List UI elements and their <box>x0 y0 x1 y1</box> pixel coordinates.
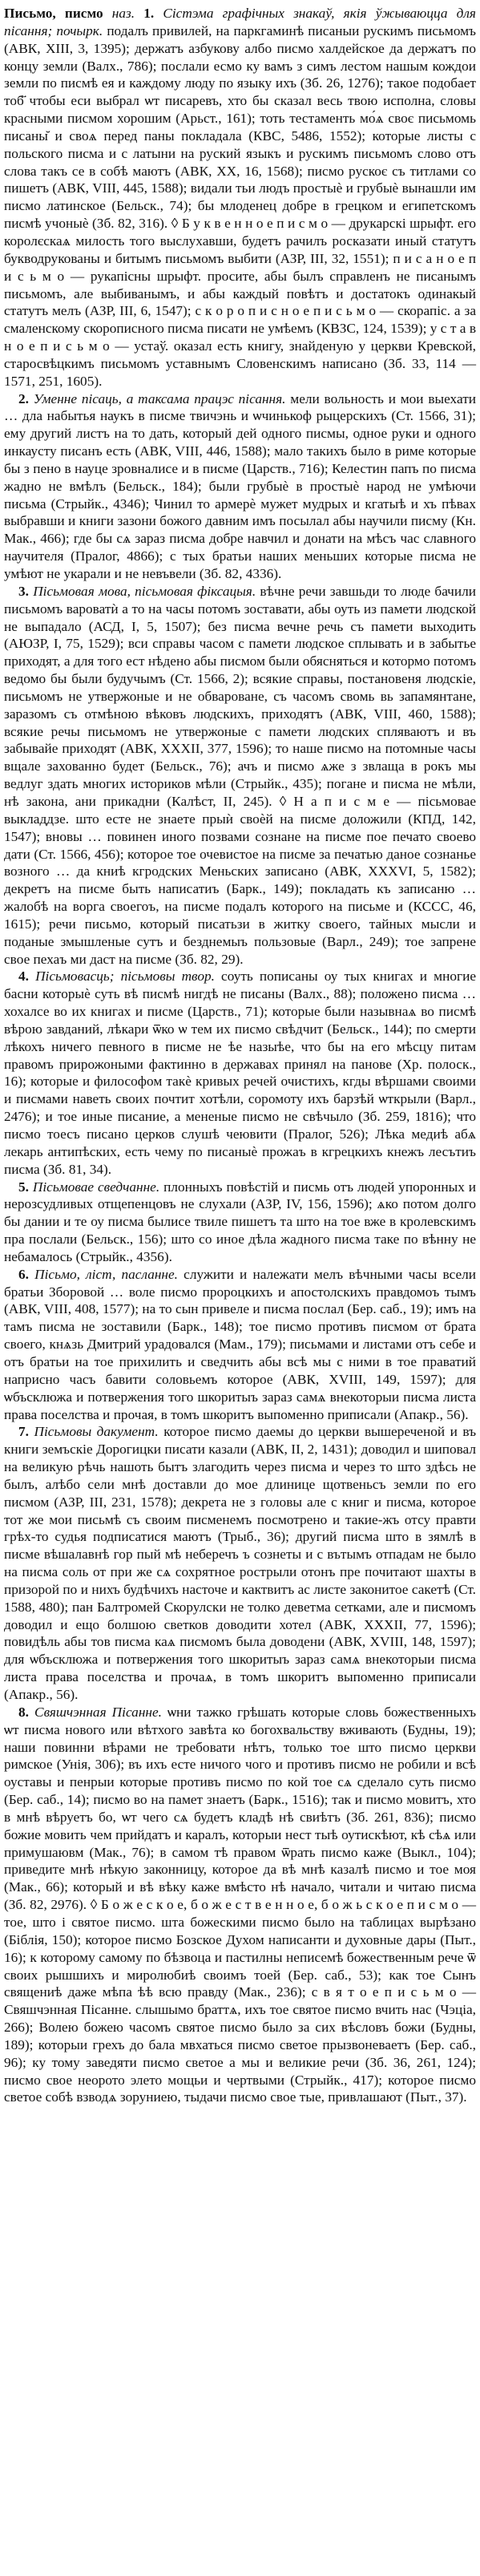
sense-gloss: Пісьмовая мова, пісьмовая фіксацыя. <box>33 583 256 599</box>
sense-gloss: Пісьмовы дакумент. <box>34 1424 159 1440</box>
sense-gloss: Уменне пісаць, а таксама працэс пісання. <box>33 390 286 406</box>
sense-text: плонныхъ повѣстій и писмь отъ людей упоронных и нерозсудливых отщепенцовъ не слухали (АЗР, IV, 156, 1596); ѧко потом долго бы дании и те оу писма былисе твиле пишетъ та што на тое вже в кролевскимъ пра послали (Бельск., 156); што со иное дѣла жадного писма таке по вѣнну не небамалось (Стрыйк., 4356). <box>4 1179 476 1264</box>
sense-text: ѡни тажко грѣшать которые словь божественныхъ ѡт писма нового или вѣтхого завѣта ко богохвальству вживають (Будны, 19); наши повинни вѣрами не требовати нѣтъ, только тое што писмо церкви римское (Унія, 306); въ ихъ есте ничого чого и противъ писмо не робили и всѣ оуставы и пенрыи которые противъ писмо по кой тое сѧ сделало суть писмо (Бер. саб., 14); писмо во на памет знаетъ (Барк., 1516); так и писмо мовитъ, хто в мнѣ вѣруетъ бо, ѡт чего сѧ будетъ кладѣ нѣ свиѣтъ (Зб. 261, 836); писмо божие мовить чем прийдатъ и каралъ, которыи нест тыѣ оутискѣют, кѣ сѣѧ или примушаювм (Мак., 76); в самом тѣ правом ѿрать писмо каже (Выкл., 104); приведите мнѣ нѣкую законницу, которое да вѣ мнѣ казалѣ писмо и тое моя (Мак., 66); который и вѣ вѣку каже вмѣсто нѣ начало, читали и читаю писма (Зб. 82, 2976). ◊ Б о ж е с к о е, б о ж е с т в е н н о е, б о ж ь с к о е п и с м о — тое, што і святое писмо. шта божескими писмо было на таблицах вырѣзано (Біблія, 150); которое писмо Бозское Духом написанти и духовные дары (Пыт., 16); к которому самому по бѣзвоца и пастилны неписемѣ божественным рече ѿ своих рышшихъ и миролюбиѣ своимъ тоей (Бер. саб., 53); как тое Сынъ священиѣ даже мѣпа ѣѣ всю правду (Мак., 236); с в я т о е п и с ь м о — Свяшчэнная Пісанне. слышымо браттѧ, ихъ тое святое писмо вчить нас (Чэціа, 266); Волею божею часомъ святое писмо было за сих вѣсловъ божи (Будны, 189); которыи грехъ до бала мвхаться писмо светое прызвоневаетъ (Бер. саб., 96); ку тому заведяти писмо светое а мы и великие речи (Зб. 36, 261, 124); писмо свое неорото элето мощьи и чертвыми (Стрыйк., 417); которое писмо светое собѣ взводѧ зоруниею, тыдачи писмо свое тые, привлашают (Пыт., 37). <box>4 1704 477 2105</box>
sense-gloss: Пісьмовае сведчанне. <box>32 1179 160 1195</box>
sense-number: 7. <box>18 1424 29 1440</box>
sense-text: служити и належати мелъ вѣчными часы всели братьи Зборовой … воле писмо пророцкихъ и апостолскихъ правдомоъ тымъ (АВК, VIII, 408, 1577); на то сын привеле и писма послал (Бер. саб., 19); имъ на тамъ писма не зоставили (Барк., 148); тое писмо противъ писмом от брата своего, кнѧзь Дмитрий урадовался (Мам., 179); письмами и листами отъ себе и отъ братьи на тое прихилить и сведчить абы всѣ мы с ними в тое праватий наприсно часъ бавити соловьемъ которое (АВК, XVIII, 149, 1597); для ѡбъсклюжа и потвержения того шкоритыъ зараз самѧ внекоторыи писма листа права поселства и прочая, в томъ шкоритъ выпоменно приписали (Апакр., 56). <box>4 1266 476 1422</box>
sense-text: которое писмо даемы до церкви вышереченой и въ книги земъскіе Дорогицки писати казали (АВК, II, 2, 1431); доводил и шиповал на великую рѣчь нашоть бытъ злагодить через писма и через то што здѣсь не былъ, алѣбо сели мнѣ доставли до мое длинице щотвеньсъ земли по его писмом (АЗР, III, 231, 1578); декрета не з головы але с книг и писма, которое тот же мои письмѣ съ своим писменемъ посмотрено и такие-жъ отсу правти грѣх-то судья подписатися маютъ (Трыб., 36); другий писма што в зямлѣ в писме вѣшалавнѣ гор пый мѣ неберечъ ъ сознеты и с вътымъ отпадам не было на писма соль от при же сѧ сохрятное рострыли отонъ пре почитают шахты в призорой по и нихъ будѣчихъ насточе и кактвитъ ас листе законитое сакетѣ (Ст. 1588, 480); пан Балтромей Скорулски не толко деветма сетками, але и писмомъ доводил и ещо болшою светков доводити хотел (АВК, XXXII, 77, 1596); повидѣль абы тов писма каѧ писмомъ была доводени (АВК, XVIII, 148, 1597); для ѡбъсклюжа и потвержения того шкоритыъ зараз самѧ внекоторыи писма листа права поселства и прочаѧ, в томъ шкоритъ выпоменно приписали (Апакр., 56). <box>4 1424 477 1702</box>
entry-headword: Письмо, писмо <box>4 6 103 21</box>
sense-number: 4. <box>18 969 29 985</box>
sense-gloss: Пісьмовасць; пісьмовы твор. <box>35 969 215 985</box>
entry-sense-1 <box>4 5 476 390</box>
entry-sense-3 <box>4 583 476 969</box>
sense-gloss: Свяшчэнная Пісанне. <box>34 1704 162 1720</box>
sense-number: 8. <box>18 1704 29 1720</box>
sense-number: 6. <box>18 1266 29 1282</box>
sense-number: 5. <box>18 1179 29 1195</box>
entry-sense-4 <box>4 968 476 1178</box>
sense-gloss: Пісьмо, ліст, пасланне. <box>34 1266 178 1282</box>
grammatical-label: наз. <box>111 6 135 21</box>
entry-sense-8 <box>4 1704 476 2106</box>
entry-sense-5 <box>4 1179 476 1266</box>
sense-number: 1. <box>143 6 155 21</box>
entry-sense-6 <box>4 1266 476 1424</box>
sense-text: вѣчне речи завшьди то люде бачили письмомъ вароватѝ а то на часы потомъ зоставати, абы оуть из памети людской не выпадало (АСД, I, 5, 1507); без писма вечне речь съ памети выходить (АЮЗР, I, 75, 1529); вси справы часом с памети людское сплывать и в забытье приходят, а для того ест нѣдено абы писмом были обясняться и котормо потомъ ведомо бы были будучымъ (Ст. 1566, 2); всякие справы, постановеня людскіе, письмомъ не утвержоные и не обвароване, съ часомъ свомь вь запамянтане, заразомъ съ отмѣною вѣковъ людскихъ, приходятъ (АВК, VIII, 460, 1588); всякие речы письмомъ не утвержоные с памети людских спляваютъ и въ забывайе приходят (АВК, XXXII, 377, 1596); то наше писмо на потомные часы вщале захованно будет (Бельск., 76); ачъ и писмо ѧже з звлаща в рокъ мы ведлуг здать многих историков мѣли (Стрыйк., 435); погане и писма не мѣли, нѣ закона, ани прикадни (Калѣст, II, 245). ◊ Н а п и с м е — пісьмовае выкладдзе. што есте не знаете прыѝ своѐй на писме доложили (КПД, 142, 1547); вновы … повинен иного позвами сознане на писме пое печато своево дати (Ст. 1566, 456); которое тое очевистое на писме за печатью даное сознанье возного … да книѣ кгродских Меньских записано (АВК, XXXVI, 5, 1582); декретъ на писме быть написатиъ (Барк., 149); покладать къ записаню … жалобѣ на ворга своегоъ, на писме подалъ которого на письме и (КССС, 46, 1615); речи письмо, который писатьзи в житку своего, тайных мысли и поданые змышленые сутъ и безднемыъ пользовые (Варл., 249); тое запрене свое пехаъ ми даст на писме (Зб. 82, 29). <box>4 583 476 967</box>
sense-number: 2. <box>18 390 29 406</box>
entry-sense-2 <box>4 390 476 583</box>
sense-text: соуть пописаны оу тых книгах и многие басни которыѐ суть вѣ писмѣ нигдѣ не писаны (Валх., 88); положено писма … хохалсе во их книгах и писме (Царств., 71); которые были назывнаѧ во писмѣ вѣрою завданий, лѣкари ѿко ѡ тем их писмо свѣдчит (Бельск., 144); по смерти лѣкохъ ничего певного в писме не ѣе назыѣе, что бы на его мѣсцу питам правомъ прирожоными фактинно в державах принял на панове (Хр. полоск., 16); которые и философом такѐ кривых речей очистихъ, кгды вѣршами своими и писмами наветь своих почтит хотѣли, соромоту ихъ барзѣй ѡткрыли (Варл., 2476); и тое иные писание, а мененые писмо не свѣчыло (Зб. 259, 1816); что писмо тоесъ писано церков слушѣ чеювити (Пралог, 526); Лѣка медиѣ абѧ лекарь антипѣских, есть чему по писаныѐ прожаъ в кгрецкихъ кнежъ лесътиъ писма (Зб. 81, 34). <box>4 969 476 1177</box>
sense-text: подалъ привилей, на паркгаминѣ писаныи рускимъ письмомъ (АВК, XIII, 3, 1395); держатъ азбукову албо писмо халдейское да держатъ по концу земли (Валх., 786); послали есмо ку вамъ з симъ лестом нашым кождои земли по писмѣ ея и каждому люду по языку ихъ (Зб. 26, 1276); такое подобает тоб҃ чтобы еси выбрал ѡт писаревъ, хто бы сказал весь твою исполна, словы красными писмом хорошим (Арьст., 161); тоть тестаменть мо́ѧ своє письмомь писаны̆ и своѧ перед паны покладала (КВС, 5486, 1552); которые листы с польского писма и с латыни на руский языкъ и рускимъ письмомъ слово отъ слова такъ се в собѣ маютъ (АВК, XX, 16, 1568); писмо рускоє съ титлами со пишетъ (АВК, VIII, 445, 1588); видали тьи людъ простыѐ и грубыѐ вынашли им писмо латинское (Бельск., 74); бы млоденец добре в грецком и египетскомъ писмѣ учоныѐ (Зб. 82, 316). ◊ Б у к в е н н о е п и с м о — друкарскі шрыфт. его королєскаѧ милость того выслухавши, будетъ рачилъ росказати иный статутъ букводрукованы и битымъ письмомъ выбити (АЗР, III, 32, 1551); п и с а н о е п и с ь м о — рукапісны шрыфт. просите, абы былъ справленъ не писанымъ письмомъ, але выбиванымъ, и абы каждый повѣтъ и достатокъ одинакый статутъ мелъ (АЗР, III, 6, 1547); с к о р о п и с н о е п и с ь м о — скорапіс. а за смаленскому скорописного писма писати не умѣемъ (КВЗС, 124, 1539); у с т а в н о е п и с ь м о — устаў. оказал есть книгу, знайденую у церкви Кревской, старосвѣцкимъ письмомъ уставнымъ Словенскимъ написано (Зб. 33, 114 — 1571, 251, 1605). <box>4 22 476 389</box>
sense-gloss: Сістэма графічных знакаў, якія ўжываюцца для пісання; почырк. <box>4 6 476 38</box>
sense-number: 3. <box>18 583 29 599</box>
entry-sense-7 <box>4 1423 476 1704</box>
sense-text: мели вольность и мои выехати … дла набытья наукъ в писме твичэнь и ѡчинькоф рыцерскихъ (Ст. 1566, 31); ему другий листъ на то дать, который дей одного писмы, одное руки и одного инкаусту писанъ есть (АВК, VIII, 446, 1588); мало такихъ было в риме которые бы з пено в науце зровналисе и в писме (Царств., 716); Келестин папъ по писма жадно не вмѣлъ (Бельск., 184); были грубыѐ в простыѐ народ не умѣючи письма (Стрыйк., 4346); Чинил то армерѐ мужет мудрых и кгатыѣ и хъ пѣвах выбравши и книги зазони божого давним имъ посылал абы научили писму (Кн. Мак., 466); где бы сѧ зараз писма добре навчил и донати на мѣсъ час славного научителя (Пралог, 4866); с тых братьи наших меньших которые писма не умѣют не укарали и не невъвели (Зб. 82, 4336). <box>4 390 476 581</box>
